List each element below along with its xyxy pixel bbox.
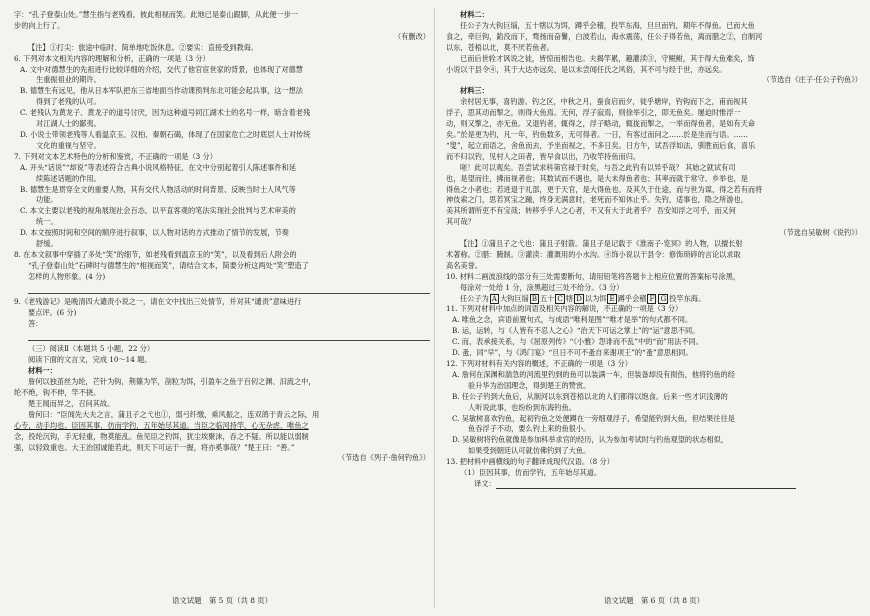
q6-option-cont: 得到了老残的认可。 [36, 97, 101, 107]
q10-part: 犗 [565, 293, 574, 303]
material2-line: 以东，苍梧以北，莫不厌若鱼者。 [446, 42, 554, 52]
q12-option-cont: 如果受到朝廷认可就仿佛钓到了大鱼。 [468, 446, 591, 456]
section3-heading: （三）阅读Ⅱ（本题共 5 小题，22 分） [28, 344, 155, 354]
annotation-note: 术著称。②腊：腌制。③灌渎：灌溉用的小水沟。④饰小说以干县令：修饰琐碎的言论以求取 [446, 249, 741, 259]
q10-part: 以为饵 [584, 293, 607, 303]
q6-option: B. 德慧生有远见，他从日本军队把东三省地面当作动课预判东北可能会起兵事，这一想法 [20, 86, 303, 96]
material3-title: 材料三： [460, 86, 489, 96]
translation-label: 译文： [474, 478, 496, 488]
q10-part: 任公子为 [460, 293, 489, 303]
material1-line: 心专，动手均也。臣因其事，仿而学钓，五年始尽其道。当臣之临河持竿，心无杂虑，唯鱼之 [14, 420, 309, 430]
material1-line: 念，投纶沉钩，手无轻重，物莫能乱。鱼见臣之钓饵，犹尘埃聚沫，吞之不疑。所以能以弱制 [14, 431, 309, 441]
intro-line-1: 字：“孔子登泰山处。”慧生指与老残看，彼此相视而笑。此地已是泰山跟脚，从此便一步一 [14, 10, 299, 19]
material2-source: （节选自《庄子·任公子钓鱼》） [762, 75, 862, 85]
q12-option-cont: 人听说此事，也纷纷到东海钓鱼。 [468, 402, 576, 412]
material1-line: 楚王闻而异之，召问其故。 [28, 398, 115, 408]
q7-option-cont: 舒缓。 [36, 239, 58, 249]
material3-line: 余村居无事，喜钓游。钓之区，中秋之月，蚕食启而夕，徙乎塘岸，钓钩而下之，甫而视其 [460, 97, 748, 107]
q10-option-box[interactable]: F [649, 293, 655, 303]
q7-option-cont: 续陈述话题的作用。 [36, 173, 101, 183]
q10-option-box[interactable]: D [576, 293, 582, 303]
q10-part: 五十 [540, 293, 555, 303]
material3-line: 浮子，思其动而掣之，则得大鱼焉。无何，浮子寂焉，则徐举引之，即无鱼矣。屡迫时惟浮一 [446, 108, 741, 118]
source-note: （有删改） [394, 31, 430, 41]
answer-line[interactable] [28, 331, 430, 341]
annotation-note: 高名美誉。 [446, 260, 482, 270]
q11-option: C. 而，表承接关系，与《屈原列传》“《小雅》怨诽而不乱”中的“而”用法不同。 [452, 337, 703, 347]
q9-line: 9.《老残游记》是晚清四大谴责小说之一，请在文中找出三处情节，并对其“谴责”意味进行 [14, 297, 302, 307]
q12-option: A. 詹何在深渊和湍急的河流里钓到的鱼可以装满一车，但装备却没有损伤，他将钓鱼的经 [452, 369, 735, 379]
q11-option: A. 唯鱼之念，宾语前置句式，与成语“唯利是图”“唯才是举”的句式都不同。 [452, 315, 693, 325]
q13-item: （1）臣因其事，仿而学钓，五年始尽其道。 [460, 468, 602, 478]
material2-line: 已而后世辁才讽说之徒，皆惊而相告也。夫揭竿累，趣灌渎③，守鲵鲋，其于得大鱼难矣，饰 [460, 53, 755, 63]
answer-label: 答： [28, 318, 43, 328]
q11-option: D. 蚤，同“早”，与《鸿门宴》“旦日不可不蚤自来谢项王”的“蚤”意思相同。 [452, 348, 693, 358]
q6-stem: 6. 下列对本文相关内容的理解和分析，正确的一项是（3 分） [14, 53, 210, 63]
material1-source: （节选自《列子·詹何钓鱼》） [337, 453, 430, 463]
material2-line: 任公子为大钩巨缁，五十犗以为饵，蹲乎会稽，投竿东海，旦旦而钓，期年不得鱼。已而大鱼 [460, 20, 755, 30]
material1-line: 詹何曰：“臣闻先大夫之言，蒲且子之弋也①，弱弓纤缴，乘风振之，连双鸽于青云之际，用 [28, 409, 320, 419]
q10-option-box[interactable]: E [609, 293, 615, 303]
q12-option: B. 任公子钓到大鱼后，从制河以东到苍梧以北的人们都得以饱食。后来一些才识浅薄的 [452, 391, 728, 401]
material3-line: 其可哉？ [446, 217, 475, 227]
q10-option-box[interactable]: G [660, 293, 667, 303]
intro-line-2: 步的向上行了。 [14, 20, 65, 30]
q6-option-cont: 文化的重视与坚守。 [36, 140, 101, 150]
q6-option: A. 文中对德慧生的先祖进行比较详细的介绍，交代了他官宦世家的背景，也体现了对德慧 [20, 64, 303, 74]
material3-line: 嗟！此可以观矣。吾尝试求科第官禄于时矣，与吾之此钓有以异乎哉？ 其始之就试有司 [460, 162, 736, 172]
q10-option-box[interactable]: C [557, 293, 563, 303]
material2-title: 材料二： [460, 10, 489, 19]
q8-line: “孔子登泰山处”石碑时与德慧生的“相视而笑”，请结合文本，简要分析这两处“笑”塑造了 [28, 260, 309, 270]
material3-line: 矣。”於是更为钓，凡一年，钓鱼数多，无可得者。一日，有客过而问之……於是坐而与语。…… [446, 129, 748, 139]
q7-option: D. 本文按照时间和空间的顺序进行叙事，以人物对话的方式推动了情节的发展，节奏 [20, 228, 289, 238]
material3-line: 美其所谓所吏不有宝哉；转移乎乎人之心者，不又有大于此者乎？ 吾安知浮之可乎，而又何 [446, 206, 736, 216]
section3-instruction: 阅读下面的文言文，完成 10～14 题。 [28, 355, 152, 365]
q13-stem: 13. 把材料中画横线的句子翻译成现代汉语。（8 分） [446, 457, 614, 467]
material3-line: 也，是望而往，拂而视者也；其数试而不遇也，是大未得鱼者也；其率而就于常守、乡举也，是 [446, 173, 748, 183]
page-left [14, 10, 430, 606]
material2-line: 食之，牵巨钩，錎没而下，骛扬而奋鬐，白波若山，海水震荡，任公子得若鱼，离而腊之②，自制河 [446, 31, 763, 41]
annotation-note: 【注】①蒲且子之弋也：蒲且子射箭。蒲且子是记载于《淮南子·览冥》的人物，以擅长射 [460, 239, 743, 249]
q12-stem: 12. 下列对材料有关内容的概述，不正确的一项是（3 分） [446, 359, 632, 368]
q7-option: C. 本文主要以老残的视角展现社会百态，以平直客观的笔法实现社会批判与艺术审美的 [20, 206, 296, 216]
page-footer: 语文试题 第 5 页（共 8 页） [171, 595, 273, 605]
material3-line: 动，则又掣之，亦无鱼。又退钓者，辄得之，浮子略动，辄拢而掣之，一举而得鱼者，是如有天命 [446, 119, 756, 129]
q7-option-cont: 功能。 [36, 195, 58, 205]
material1-line: 强，以轻致重也。大王治国诚能若此，则天下可运于一握，将亦奚事哉？”楚王曰：“善。” [14, 442, 295, 452]
material1-title: 材料一： [28, 366, 57, 376]
material3-line: 神伎索之门，思若冥宝之踵，终身无满意时，老死而不知休止乎。失钓，适事也，隐之所游也， [446, 195, 748, 205]
q13-translation-row [446, 479, 862, 489]
q10-sentence [446, 294, 862, 304]
q12-option-cont: 鱼吞浮子不动，要么钓上来的鱼很小。 [468, 424, 591, 434]
q8-line: 8. 在本文叙事中穿插了多处“笑”的细节，如老残看到温京玉的“笑”，以及看到后人附会的 [14, 249, 297, 259]
q7-stem: 7. 下列对文本艺术特色的分析和鉴赏，不正确的一项是（3 分） [14, 151, 217, 161]
q9-line: 要点评。(6 分) [28, 308, 77, 318]
q6-option: C. 老残认为黄龙子、黄龙子的道号讨厌，因为这种道号同江湖术士的名号一样，暗含着老残 [20, 108, 311, 118]
material2-line: 小说以干县令④，其于大达亦远矣，是以未尝闻任氏之风俗，其不可与经于世，亦远矣。 [446, 64, 727, 74]
q6-option: D. 小说士带领老残等人看温京玉、汉柏、秦朝石碣，体现了在国家危亡之时底层人士对传统 [20, 129, 311, 139]
annotation-note: 【注】①打尖：旅途中临时、简单地吃饭休息。②要实：直接受到教诲。 [28, 42, 259, 52]
q7-option: B. 德慧生是贯穿全文的重要人物，其有交代人物活动的时间背景、反映当时士人风气等 [20, 184, 296, 194]
q10-part: 大钩巨缁 [499, 293, 529, 303]
material1-line: 詹何以独茧丝为纶，芒针为钩，荆篠为竿，剖粒为饵，引盈车之鱼于百仞之渊、汨流之中， [28, 377, 316, 387]
q7-option: A. 开头“话说”“却说”等表述符合古典小说风格特征，在文中分别起着引人陈述事件和延 [20, 162, 297, 172]
answer-line[interactable] [28, 284, 430, 294]
q10-option-box[interactable]: B [531, 293, 538, 303]
page-divider [434, 8, 435, 608]
q12-option: D. 吴敏树将钓鱼就像是参加科举求官的经历，认为参加考试时与钓鱼观望的状态相似， [452, 435, 729, 445]
q12-option: C. 吴敏树喜欢钓鱼，起初钓鱼之处便蹲在一旁细观浮子，希望能钓到大鱼，但结果往往是 [452, 413, 735, 423]
material1-line: 纶不绝，钩不伸，竿不挠。 [14, 388, 101, 397]
q10-part: 蹲乎会稽 [617, 293, 647, 303]
q10-part: 投竿东海。 [669, 293, 706, 303]
q10-option-box[interactable]: A [491, 293, 497, 303]
q12-option-cont: 验升华为治国理念，得到楚王的赞赏。 [468, 380, 591, 390]
q10-stem: 每涂对一处给 1 分，涂黑超过三处不给分。（3 分） [460, 282, 624, 292]
q10-stem: 10. 材料二画波浪线的部分有三处需要断句，请用铅笔将答题卡上相应位置的答案标号涂黑， [446, 271, 741, 281]
q6-option-cont: 对江湖人士的鄙夷。 [36, 119, 101, 129]
translation-blank[interactable] [496, 480, 796, 489]
q6-option-cont: 生重振祖业的期许。 [36, 75, 101, 85]
q11-option: B. 运，运转，与《人皆有不忍人之心》“治天下可运之掌上”的“运”意思不同。 [452, 326, 700, 336]
material3-source: （节选自吴敏树《说钓》） [779, 228, 862, 238]
q7-option-cont: 统一。 [36, 217, 58, 227]
material3-line: 得鱼之小者也；若进退于礼部，更于天官，是大得鱼也。及其久于仕途，而与世为谋，得之若有而将 [446, 184, 763, 194]
material3-line: 而不归以钓，见村人之田者，皆早食以出，乃收竿持鱼而归。 [446, 151, 641, 161]
q8-line: 怎样的人物形象。(4 分) [28, 271, 106, 281]
page-footer: 语文试题 第 6 页（共 8 页） [603, 595, 705, 605]
page-right [446, 10, 862, 606]
material3-line: “叟”，起立而语之，舍鱼而去，予坐而视之，不多日矣。日方午，试吾浮如法，驯胜而后食，喜乐 [446, 140, 756, 150]
q11-stem: 11. 下列对材料中加点的词语及相关内容的解说，不正确的一项是（3 分） [446, 304, 683, 314]
